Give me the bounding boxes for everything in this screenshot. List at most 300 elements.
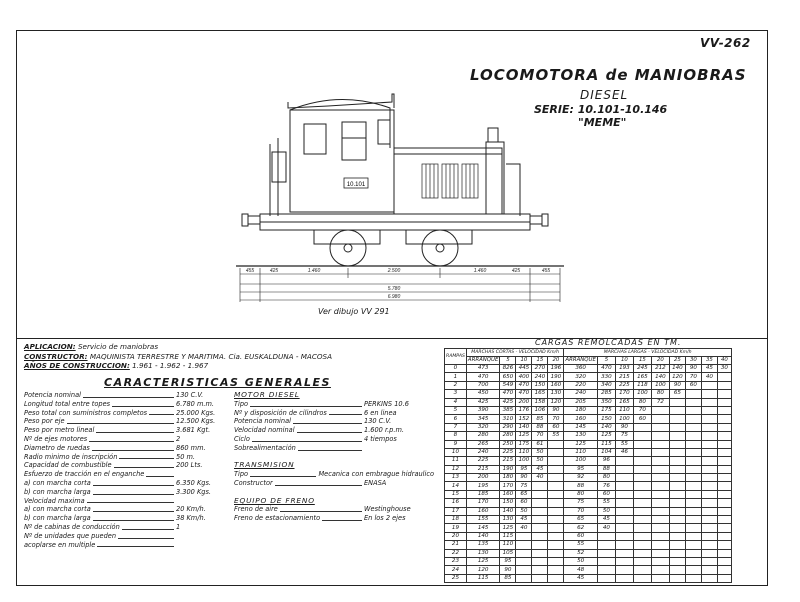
spec-value: Westinghouse: [364, 505, 411, 514]
spec-row: [234, 479, 434, 488]
spec-row: [234, 409, 434, 418]
table-cell: 14: [445, 482, 467, 490]
spec-row: [24, 444, 220, 453]
table-cell: 70: [532, 432, 548, 440]
spec-key: Velocidad maxima: [24, 496, 85, 505]
spec-leader: [67, 423, 174, 424]
table-cell: [597, 557, 615, 565]
specs-left: [24, 391, 220, 549]
table-cell: 160: [548, 381, 564, 389]
spec-value: 50 m.: [176, 452, 196, 461]
table-cell: 2: [445, 381, 467, 389]
spec-row: [24, 470, 220, 479]
spec-key: Peso por eje: [24, 417, 65, 426]
table-cell: 160: [466, 507, 500, 515]
spec-row: [24, 497, 220, 506]
table-cell: 90: [516, 474, 532, 482]
table-cell: [717, 532, 731, 540]
table-cell: 100: [615, 415, 633, 423]
table-cell: [633, 448, 651, 456]
table-cell: 50: [532, 457, 548, 465]
table-cell: 175: [516, 440, 532, 448]
spec-value: 6 en linea: [364, 408, 397, 417]
cargas-header-cell: RAMPAS: [445, 349, 467, 365]
cargas-header-cell: 30: [685, 357, 701, 365]
spec-row: [234, 417, 434, 426]
spec-leader: [298, 450, 362, 451]
table-cell: 45: [597, 516, 615, 524]
table-cell: [633, 474, 651, 482]
sheet-number: VV-262: [700, 36, 751, 50]
table-cell: 140: [597, 423, 615, 431]
table-cell: [633, 549, 651, 557]
spec-value: PERKINS 10.6: [364, 399, 409, 408]
spec-leader: [118, 538, 174, 539]
table-cell: [701, 457, 717, 465]
table-cell: [669, 474, 685, 482]
cargas-header-cell: MARCHAS CORTAS - VELOCIDAD Km/h: [466, 349, 564, 357]
dim-label: 425: [269, 268, 279, 274]
table-cell: 5: [445, 406, 467, 414]
table-cell: 425: [500, 398, 516, 406]
table-cell: [669, 549, 685, 557]
spec-row: [234, 470, 434, 479]
locomotive-drawing: [230, 88, 570, 328]
table-cell: 145: [466, 524, 500, 532]
spec-leader: [92, 450, 174, 451]
table-cell: [685, 490, 701, 498]
table-cell: 40: [701, 373, 717, 381]
table-cell: [633, 574, 651, 582]
table-cell: [548, 574, 564, 582]
table-row: [445, 365, 732, 373]
spec-row: [24, 426, 220, 435]
table-cell: [633, 507, 651, 515]
table-cell: [717, 390, 731, 398]
table-cell: 70: [548, 415, 564, 423]
dim-label: 2.500: [387, 268, 401, 274]
table-cell: [685, 482, 701, 490]
spec-row: [24, 514, 220, 523]
table-cell: [701, 440, 717, 448]
cargas-header-cell: 25: [669, 357, 685, 365]
spec-key: Nº de ejes motores: [24, 434, 88, 443]
table-cell: 150: [597, 415, 615, 423]
table-cell: 245: [633, 365, 651, 373]
table-cell: 225: [500, 448, 516, 456]
cargas-header-cell: 15: [633, 357, 651, 365]
table-row: [445, 373, 732, 381]
table-cell: 140: [669, 365, 685, 373]
table-cell: [717, 373, 731, 381]
table-cell: 40: [532, 474, 548, 482]
table-cell: [651, 516, 669, 524]
table-cell: 95: [500, 557, 516, 565]
table-cell: [717, 516, 731, 524]
table-cell: [701, 390, 717, 398]
table-cell: [669, 423, 685, 431]
table-cell: 450: [466, 390, 500, 398]
table-cell: [669, 482, 685, 490]
spec-key: Nº y disposición de cilindros: [234, 408, 327, 417]
table-cell: [516, 532, 532, 540]
table-cell: 170: [500, 482, 516, 490]
table-cell: [717, 507, 731, 515]
table-cell: 320: [564, 373, 598, 381]
table-cell: [633, 457, 651, 465]
table-cell: [651, 541, 669, 549]
table-cell: 125: [516, 432, 532, 440]
table-cell: [717, 490, 731, 498]
table-cell: [651, 482, 669, 490]
table-cell: 180: [564, 406, 598, 414]
table-cell: [651, 507, 669, 515]
table-cell: [532, 490, 548, 498]
table-cell: 152: [516, 415, 532, 423]
table-cell: [548, 440, 564, 448]
table-cell: 90: [500, 566, 516, 574]
cargas-header-cell: ARRANQUE: [565, 357, 596, 363]
table-cell: [633, 566, 651, 574]
cargas-header-cell: ARRANQUE: [467, 357, 499, 363]
table-cell: [685, 532, 701, 540]
spec-row: [24, 400, 220, 409]
table-cell: [597, 574, 615, 582]
info-row: [24, 342, 332, 352]
table-cell: [633, 465, 651, 473]
spec-key: Sobrealimentación: [234, 443, 296, 452]
table-cell: 45: [701, 365, 717, 373]
spec-leader: [93, 520, 174, 521]
table-cell: 190: [500, 465, 516, 473]
table-cell: 225: [466, 457, 500, 465]
table-cell: [669, 465, 685, 473]
table-cell: [669, 432, 685, 440]
table-cell: 90: [548, 406, 564, 414]
cargas-header-row: [445, 357, 732, 365]
table-cell: 350: [597, 398, 615, 406]
table-cell: [685, 574, 701, 582]
table-cell: [548, 499, 564, 507]
table-cell: [516, 557, 532, 565]
table-cell: [548, 557, 564, 565]
table-cell: 115: [500, 532, 516, 540]
table-cell: 115: [466, 574, 500, 582]
table-cell: [651, 432, 669, 440]
table-cell: [685, 440, 701, 448]
table-cell: [633, 490, 651, 498]
table-cell: 45: [532, 465, 548, 473]
table-cell: 46: [615, 448, 633, 456]
table-cell: 20: [445, 532, 467, 540]
table-cell: 88: [597, 465, 615, 473]
table-cell: [717, 406, 731, 414]
spec-row: [24, 417, 220, 426]
table-cell: 345: [466, 415, 500, 423]
spec-row: [24, 541, 220, 550]
table-cell: [685, 557, 701, 565]
table-row: [445, 541, 732, 549]
table-cell: [532, 574, 548, 582]
table-cell: 80: [597, 474, 615, 482]
title-line-1: LOCOMOTORA de MANIOBRAS: [470, 66, 747, 84]
table-cell: 470: [466, 373, 500, 381]
table-cell: 55: [597, 499, 615, 507]
table-cell: 88: [532, 423, 548, 431]
table-cell: 88: [564, 482, 598, 490]
cargas-header-cell: 10: [615, 357, 633, 365]
table-cell: 170: [466, 499, 500, 507]
table-cell: 4: [445, 398, 467, 406]
table-cell: 400: [516, 373, 532, 381]
table-cell: 3: [445, 390, 467, 398]
spec-leader: [297, 432, 362, 433]
info-row: [24, 361, 332, 371]
table-cell: 650: [500, 373, 516, 381]
table-cell: [669, 516, 685, 524]
table-cell: [615, 566, 633, 574]
table-cell: 320: [466, 423, 500, 431]
specs-right: [234, 391, 434, 523]
table-cell: [615, 557, 633, 565]
table-cell: 158: [532, 398, 548, 406]
spec-value: ENASA: [364, 478, 387, 487]
spec-value: 6.780 m.m.: [176, 399, 215, 408]
dim-label: 1.460: [307, 268, 321, 274]
table-cell: [633, 516, 651, 524]
table-cell: [717, 566, 731, 574]
table-cell: 165: [615, 398, 633, 406]
info-row: [24, 352, 332, 362]
table-cell: [615, 516, 633, 524]
spec-leader: [122, 529, 174, 530]
table-cell: [669, 532, 685, 540]
spec-leader: [280, 511, 362, 512]
table-cell: 9: [445, 440, 467, 448]
table-cell: 30: [717, 365, 731, 373]
table-cell: [669, 566, 685, 574]
spec-row: [24, 391, 220, 400]
table-cell: [516, 566, 532, 574]
spec-leader: [275, 485, 362, 486]
spec-key: Esfuerzo de tracción en el enganche: [24, 470, 145, 479]
table-cell: 270: [532, 365, 548, 373]
table-cell: [633, 541, 651, 549]
table-cell: 160: [500, 490, 516, 498]
spec-leader: [96, 432, 174, 433]
table-cell: 104: [597, 448, 615, 456]
spec-key: b) con marcha larga: [24, 514, 91, 523]
spec-leader: [250, 406, 362, 407]
table-cell: [615, 524, 633, 532]
info-label: CONSTRUCTOR:: [24, 351, 88, 361]
table-row: [445, 457, 732, 465]
table-cell: 470: [597, 365, 615, 373]
table-cell: 70: [564, 507, 598, 515]
spec-heading: TRANSMISION: [234, 460, 295, 470]
table-cell: 110: [516, 448, 532, 456]
table-cell: 80: [633, 398, 651, 406]
spec-row: [234, 514, 434, 523]
table-cell: 265: [466, 440, 500, 448]
table-row: [445, 423, 732, 431]
table-row: [445, 566, 732, 574]
table-cell: 50: [597, 507, 615, 515]
table-cell: [615, 541, 633, 549]
title-line-3: SERIE: 10.101-10.146: [534, 103, 668, 116]
table-cell: 180: [500, 474, 516, 482]
table-cell: [717, 574, 731, 582]
title-line-2: DIESEL: [580, 88, 629, 102]
spec-heading: EQUIPO DE FRENO: [234, 495, 315, 505]
table-cell: [615, 574, 633, 582]
table-cell: 7: [445, 423, 467, 431]
spec-value: En los 2 ejes: [364, 514, 406, 523]
table-cell: [669, 490, 685, 498]
spec-value: 860 mm.: [176, 443, 206, 452]
table-cell: [651, 465, 669, 473]
table-cell: [597, 549, 615, 557]
table-cell: 45: [564, 574, 598, 582]
cargas-header-cell: 5: [597, 357, 615, 365]
table-cell: [701, 507, 717, 515]
table-cell: 360: [564, 365, 598, 373]
cargas-header-row: [445, 349, 732, 357]
spec-row: [24, 532, 220, 541]
table-cell: 170: [615, 390, 633, 398]
table-cell: [717, 557, 731, 565]
info-value: 1.961 - 1.962 - 1.967: [132, 361, 209, 370]
table-cell: 85: [532, 415, 548, 423]
cargas-header-cell: 10: [516, 357, 532, 365]
spec-value: 12.500 Kgs.: [176, 417, 216, 426]
table-cell: [597, 532, 615, 540]
table-cell: [701, 482, 717, 490]
table-cell: [717, 415, 731, 423]
table-cell: [516, 541, 532, 549]
table-cell: [717, 549, 731, 557]
table-cell: 55: [548, 432, 564, 440]
table-cell: 24: [445, 566, 467, 574]
table-cell: 120: [548, 398, 564, 406]
spec-key: Potencia nominal: [24, 391, 81, 399]
table-cell: [633, 532, 651, 540]
table-cell: [669, 499, 685, 507]
table-row: [445, 406, 732, 414]
spec-leader: [112, 406, 174, 407]
table-cell: 290: [500, 423, 516, 431]
table-cell: 65: [669, 390, 685, 398]
table-cell: [701, 532, 717, 540]
table-cell: 215: [466, 465, 500, 473]
table-cell: 280: [466, 432, 500, 440]
table-cell: 215: [615, 373, 633, 381]
table-cell: 12: [445, 465, 467, 473]
table-cell: 140: [466, 532, 500, 540]
table-cell: 16: [445, 499, 467, 507]
table-row: [445, 574, 732, 582]
table-cell: 200: [516, 398, 532, 406]
table-cell: 240: [466, 448, 500, 456]
table-cell: 65: [564, 516, 598, 524]
table-cell: [633, 423, 651, 431]
cargas-header-cell: 5: [500, 357, 516, 365]
info-value: MAQUINISTA TERRESTRE Y MARITIMA. Cia. EUSKALDUNA - MACOSA: [89, 351, 332, 361]
table-cell: [685, 423, 701, 431]
spec-value: 1.600 r.p.m.: [364, 426, 404, 435]
table-cell: 100: [633, 390, 651, 398]
table-cell: [669, 457, 685, 465]
table-cell: 473: [466, 365, 500, 373]
table-cell: 240: [532, 373, 548, 381]
table-cell: 8: [445, 432, 467, 440]
table-cell: [615, 507, 633, 515]
spec-value: 3.300 Kgs.: [176, 487, 212, 496]
table-cell: 175: [597, 406, 615, 414]
table-row: [445, 415, 732, 423]
table-cell: [701, 448, 717, 456]
table-cell: 165: [532, 390, 548, 398]
table-cell: [701, 549, 717, 557]
table-cell: [548, 465, 564, 473]
table-cell: [615, 532, 633, 540]
spec-key: Tipo: [234, 399, 249, 408]
spec-key: b) con marcha larga: [24, 487, 91, 496]
table-cell: [685, 465, 701, 473]
table-cell: 390: [466, 406, 500, 414]
table-cell: 70: [633, 406, 651, 414]
table-cell: 118: [633, 381, 651, 389]
table-cell: 55: [615, 440, 633, 448]
table-cell: [685, 566, 701, 574]
table-cell: [548, 549, 564, 557]
table-cell: 250: [500, 440, 516, 448]
table-cell: 195: [466, 482, 500, 490]
spec-heading: MOTOR DIESEL: [234, 390, 300, 399]
table-cell: 110: [500, 541, 516, 549]
table-cell: 18: [445, 516, 467, 524]
table-cell: [651, 557, 669, 565]
table-cell: 60: [597, 490, 615, 498]
table-cell: 385: [500, 406, 516, 414]
table-cell: [516, 574, 532, 582]
table-cell: [548, 490, 564, 498]
table-cell: [717, 482, 731, 490]
table-cell: [701, 398, 717, 406]
table-cell: [669, 507, 685, 515]
table-cell: 176: [516, 406, 532, 414]
table-cell: 145: [564, 423, 598, 431]
table-row: [445, 532, 732, 540]
table-row: [445, 390, 732, 398]
spec-leader: [87, 502, 174, 503]
spec-row: [24, 453, 220, 462]
table-cell: 50: [532, 448, 548, 456]
table-cell: [685, 474, 701, 482]
table-cell: [685, 524, 701, 532]
table-cell: 130: [564, 432, 598, 440]
table-cell: [701, 541, 717, 549]
table-cell: 120: [466, 566, 500, 574]
table-cell: 61: [532, 440, 548, 448]
characteristics-title: CARACTERISTICAS GENERALES: [104, 376, 331, 389]
table-cell: [651, 566, 669, 574]
table-cell: 60: [633, 415, 651, 423]
table-cell: 470: [516, 390, 532, 398]
table-cell: [685, 549, 701, 557]
title-line-4: "MEME": [578, 116, 627, 129]
spec-key: Capacidad de combustible: [24, 461, 112, 470]
